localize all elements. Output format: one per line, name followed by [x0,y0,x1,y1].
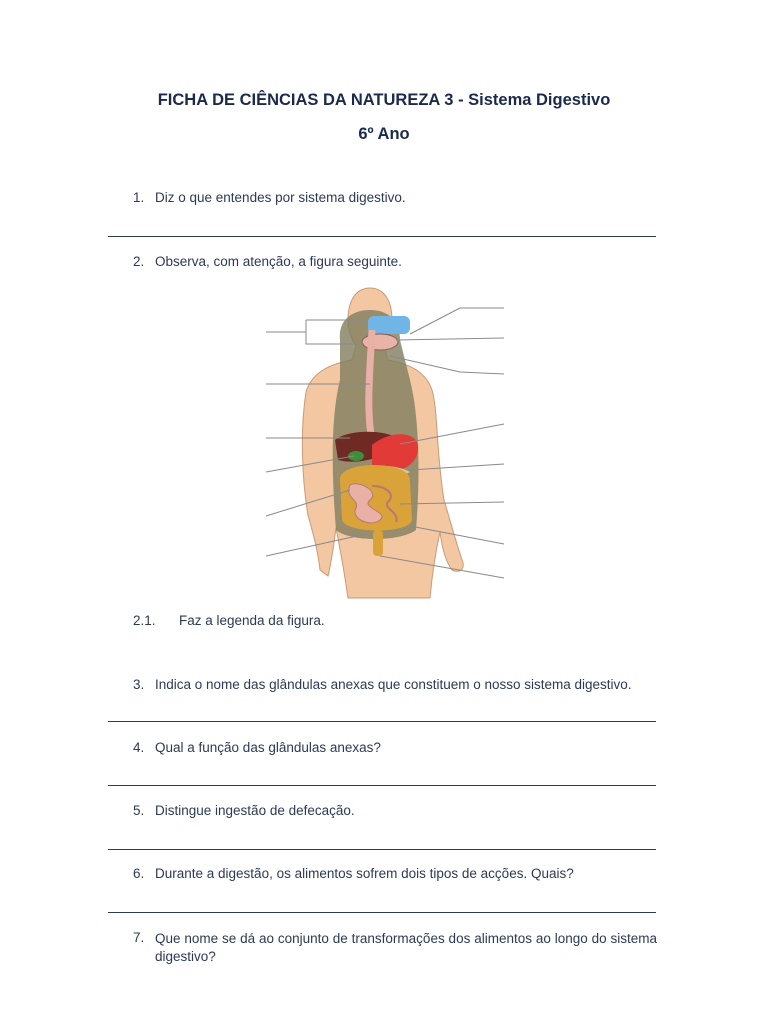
esophagus [369,330,372,440]
subquestion-number: 2.1. [133,613,156,628]
answer-line[interactable] [108,849,656,850]
subquestion-2-1 [133,613,325,628]
question-number: 3. [133,677,145,692]
page-subtitle: 6º Ano [358,125,410,143]
question-number: 4. [133,740,145,755]
answer-line[interactable] [108,785,656,786]
question-number: 6. [133,866,145,881]
question-number: 1. [133,190,145,205]
question-number: 7. [133,930,145,945]
question-text: Diz o que entendes por sistema digestivo. [155,190,406,205]
question-text: Indica o nome das glândulas anexas que constituem o nosso sistema digestivo. [155,677,632,692]
question-text: Distingue ingestão de defecação. [155,803,355,818]
question-text: Durante a digestão, os alimentos sofrem dois tipos de acções. Quais? [155,866,574,881]
answer-line[interactable] [108,236,656,237]
digestive-system-figure [260,280,510,600]
answer-line[interactable] [108,912,656,913]
rectum [373,530,383,556]
question-text: Qual a função das glândulas anexas? [155,740,381,755]
mouth [362,334,398,350]
subquestion-text: Faz a legenda da figura. [179,613,325,628]
question-text: Que nome se dá ao conjunto de transformações dos alimentos ao longo do sistema digestivo? [155,931,657,964]
question-number: 2. [133,254,145,269]
answer-line[interactable] [108,721,656,722]
question-number: 5. [133,803,145,818]
page-title: FICHA DE CIÊNCIAS DA NATUREZA 3 - Sistema Digestivo [157,91,611,109]
gall-bladder [348,451,364,461]
question-text: Observa, com atenção, a figura seguinte. [155,254,402,269]
